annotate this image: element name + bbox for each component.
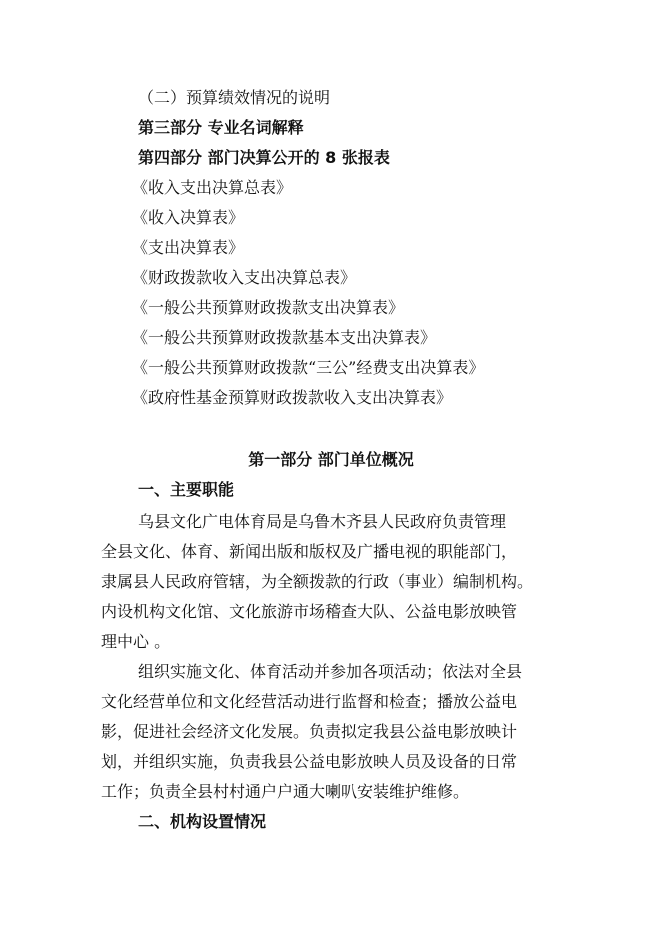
toc-table-item: 《收入支出决算总表》 xyxy=(132,178,293,197)
toc-table-item: 《一般公共预算财政拨款“三公”经费支出决算表》 xyxy=(132,358,485,377)
toc-part-three: 第三部分 专业名词解释 xyxy=(138,118,304,137)
part-one-title: 第一部分 部门单位概况 xyxy=(248,450,414,469)
paragraph-line: 全县文化、体育、新闻出版和版权及广播电视的职能部门， xyxy=(101,542,518,561)
paragraph-line: 工作；负责全县村村通户户通大喇叭安装维护维修。 xyxy=(101,782,470,801)
paragraph-line: 文化经营单位和文化经营活动进行监督和检查；播放公益电 xyxy=(101,692,518,711)
toc-table-item: 《财政拨款收入支出决算总表》 xyxy=(132,268,357,287)
toc-table-item: 《一般公共预算财政拨款基本支出决算表》 xyxy=(132,328,437,347)
toc-table-item: 《政府性基金预算财政拨款收入支出决算表》 xyxy=(132,388,453,407)
toc-item-budget-performance: （二）预算绩效情况的说明 xyxy=(138,88,331,107)
paragraph-line: 影，促进社会经济文化发展。负责拟定我县公益电影放映计 xyxy=(101,722,518,741)
section-org-structure-heading: 二、机构设置情况 xyxy=(138,812,267,831)
toc-table-item: 《支出决算表》 xyxy=(132,238,245,257)
paragraph-line: 内设机构文化馆、文化旅游市场稽查大队、公益电影放映管 xyxy=(101,602,518,621)
paragraph-line: 划，并组织实施，负责我县公益电影放映人员及设备的日常 xyxy=(101,752,518,771)
paragraph-line: 理中心 。 xyxy=(101,632,171,651)
paragraph-line: 隶属县人民政府管辖，为全额拨款的行政（事业）编制机构。 xyxy=(101,572,534,591)
paragraph-line: 乌县文化广电体育局是乌鲁木齐县人民政府负责管理 xyxy=(138,512,507,531)
toc-table-item: 《收入决算表》 xyxy=(132,208,245,227)
toc-table-item: 《一般公共预算财政拨款支出决算表》 xyxy=(132,298,405,317)
paragraph-line: 组织实施文化、体育活动并参加各项活动；依法对全县 xyxy=(138,662,523,681)
section-main-functions-heading: 一、主要职能 xyxy=(138,480,235,499)
toc-part-four: 第四部分 部门决算公开的 8 张报表 xyxy=(138,148,390,167)
